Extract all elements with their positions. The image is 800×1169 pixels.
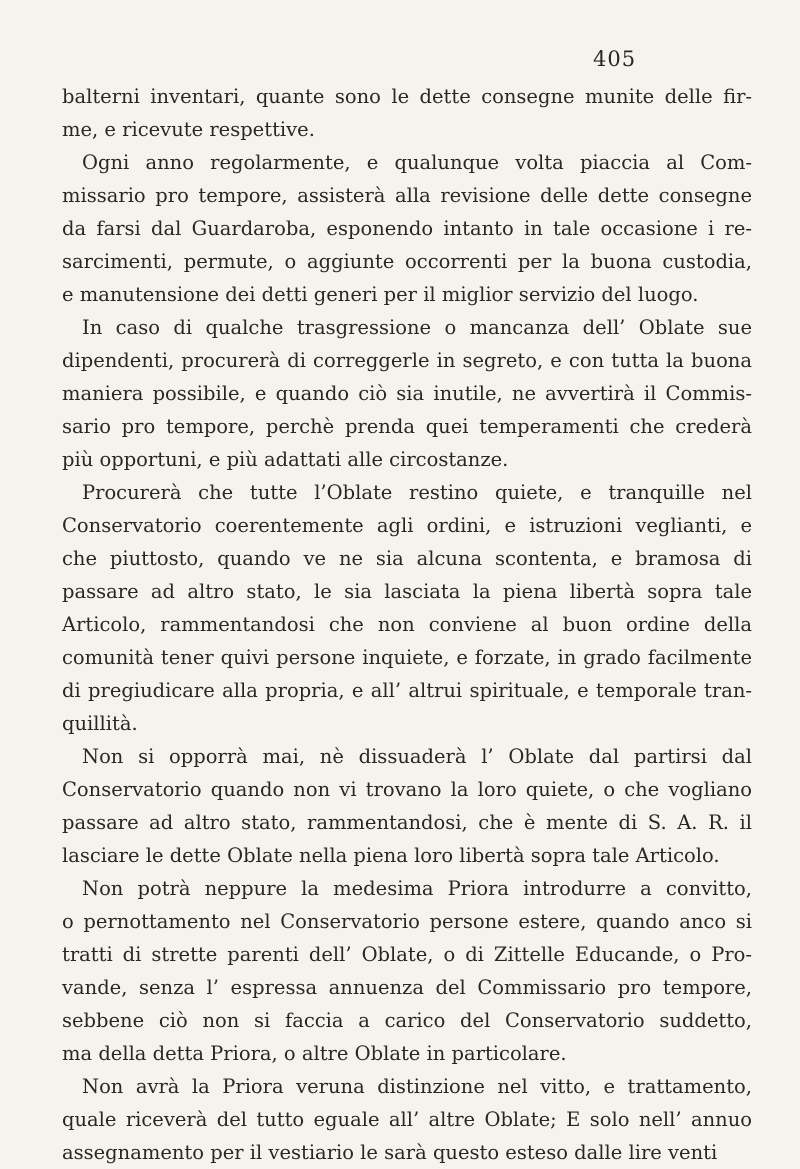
text-line: lasciare le dette Oblate nella piena loro libertà sopra tale Articolo. [62,844,720,867]
text-line: Non potrà neppure la medesima Priora introdurre a convitto, [82,877,752,900]
text-line: Non avrà la Priora veruna distinzione nel vitto, e trattamento, [82,1075,752,1098]
text-line: missario pro tempore, assisterà alla revisione delle dette consegne [62,184,752,207]
text-line: Conservatorio coerentemente agli ordini, e istruzioni veglianti, e [62,514,752,537]
text-line: maniera possibile, e quando ciò sia inutile, ne avvertirà il Commis- [62,382,752,405]
text-line: sario pro tempore, perchè prenda quei temperamenti che crederà [62,415,752,438]
page-number: 405 [593,47,637,71]
text-line: e manutensione dei detti generi per il miglior servizio del luogo. [62,283,699,306]
text-line: più opportuni, e più adattati alle circostanze. [62,448,509,471]
text-line: che piuttosto, quando ve ne sia alcuna scontenta, e bramosa di [62,547,752,570]
text-line: passare ad altro stato, le sia lasciata la piena libertà sopra tale [62,580,752,603]
text-line: Conservatorio quando non vi trovano la loro quiete, o che vogliano [62,778,752,801]
text-line: vande, senza l’ espressa annuenza del Commissario pro tempore, [62,976,752,999]
text-line: me, e ricevute respettive. [62,118,315,141]
text-line: balterni inventari, quante sono le dette consegne munite delle fir- [62,85,752,108]
text-line: dipendenti, procurerà di correggerle in segreto, e con tutta la buona [62,349,752,372]
text-line: assegnamento per il vestiario le sarà questo esteso dalle lire venti [62,1141,718,1164]
text-line: ma della detta Priora, o altre Oblate in particolare. [62,1042,567,1065]
text-line: da farsi dal Guardaroba, esponendo intanto in tale occasione i re- [62,217,752,240]
text-line: Procurerà che tutte l’Oblate restino quiete, e tranquille nel [82,481,752,504]
text-line: Ogni anno regolarmente, e qualunque volta piaccia al Com- [82,151,752,174]
text-line: comunità tener quivi persone inquiete, e forzate, in grado facilmente [62,646,752,669]
text-line: tratti di strette parenti dell’ Oblate, o di Zittelle Educande, o Pro- [62,943,752,966]
text-line: Articolo, rammentandosi che non conviene al buon ordine della [62,613,752,636]
text-line: sarcimenti, permute, o aggiunte occorrenti per la buona custodia, [62,250,752,273]
text-line: passare ad altro stato, rammentandosi, che è mente di S. A. R. il [62,811,752,834]
text-line: quillità. [62,712,138,735]
body-text [62,80,752,1169]
text-line: Non si opporrà mai, nè dissuaderà l’ Oblate dal partirsi dal [82,745,752,768]
text-line: o pernottamento nel Conservatorio persone estere, quando anco si [62,910,752,933]
text-line: quale riceverà del tutto eguale all’ altre Oblate; E solo nell’ annuo [62,1108,752,1131]
text-line: sebbene ciò non si faccia a carico del Conservatorio suddetto, [62,1009,752,1032]
text-line: In caso di qualche trasgressione o mancanza dell’ Oblate sue [82,316,752,339]
text-line: di pregiudicare alla propria, e all’ altrui spirituale, e temporale tran- [62,679,752,702]
